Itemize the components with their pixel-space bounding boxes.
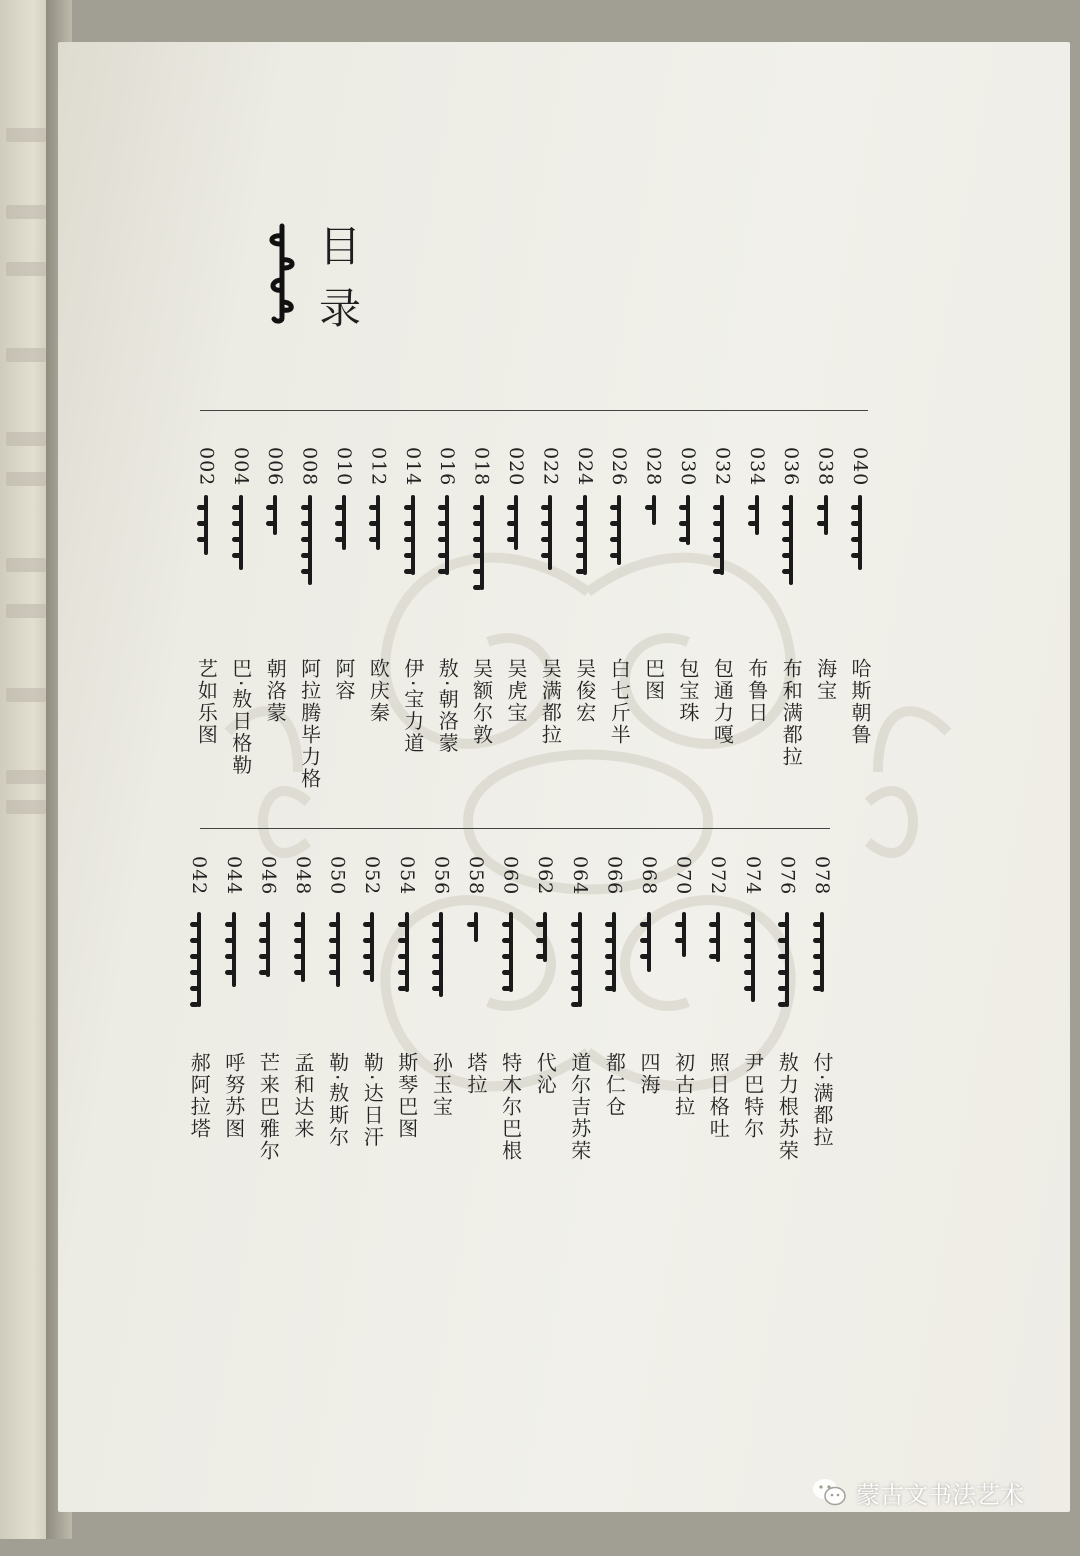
mongolian-name-glyph-icon	[190, 912, 208, 1007]
toc-artist-name: 郝阿拉塔	[187, 1052, 212, 1140]
toc-artist-name: 四海	[637, 1052, 661, 1096]
mongolian-name-glyph-icon	[679, 495, 697, 545]
toc-entry[interactable]	[358, 856, 386, 1556]
toc-artist-name: 吴俊宏	[572, 658, 597, 724]
mongolian-name-glyph-icon	[541, 495, 559, 570]
toc-artist-name: 敖力根苏荣	[775, 1052, 800, 1162]
toc-page-number: 050	[326, 856, 349, 896]
toc-artist-name: 朝洛蒙	[263, 658, 288, 724]
toc-artist-name: 伊·宝力道	[400, 658, 425, 755]
mongolian-name-glyph-icon	[640, 912, 658, 972]
toc-artist-name: 布和满都拉	[779, 658, 804, 768]
toc-entry[interactable]	[670, 856, 698, 1556]
toc-page-number: 036	[780, 447, 803, 487]
title-char: 录	[318, 284, 361, 333]
mongolian-name-glyph-icon	[507, 495, 525, 550]
toc-artist-name: 阿拉腾毕力格	[297, 658, 322, 790]
title-char: 目	[318, 222, 361, 271]
toc-page-number: 022	[539, 447, 562, 487]
toc-entry[interactable]	[808, 856, 836, 1556]
mongolian-title-icon	[262, 222, 302, 324]
toc-page-number: 014	[401, 447, 424, 487]
mongolian-name-glyph-icon	[536, 912, 554, 962]
mongolian-name-glyph-icon	[645, 495, 663, 525]
mongolian-name-glyph-icon	[294, 912, 312, 982]
bleed-through-text	[6, 128, 46, 142]
toc-artist-name: 哈斯朝鲁	[848, 658, 872, 746]
toc-page-number: 030	[677, 447, 699, 487]
toc-page-number: 032	[711, 447, 734, 487]
mongolian-name-glyph-icon	[363, 912, 381, 982]
mongolian-name-glyph-icon	[813, 912, 831, 992]
mongolian-name-glyph-icon	[438, 495, 456, 575]
mongolian-name-glyph-icon	[571, 912, 589, 1007]
mongolian-name-glyph-icon	[675, 912, 693, 957]
toc-entry[interactable]	[566, 856, 594, 1556]
mongolian-name-glyph-icon	[709, 912, 727, 962]
section-rule	[200, 410, 868, 411]
mongolian-name-glyph-icon	[398, 912, 416, 992]
toc-page-number: 052	[361, 856, 384, 896]
mongolian-name-glyph-icon	[605, 912, 623, 992]
mongolian-name-glyph-icon	[335, 495, 353, 550]
toc-page-number: 008	[298, 447, 321, 487]
toc-artist-name: 照日格吐	[706, 1052, 731, 1140]
toc-page-number: 070	[672, 856, 695, 896]
page-title	[315, 216, 365, 340]
mongolian-name-glyph-icon	[576, 495, 594, 575]
bleed-through-text	[6, 348, 46, 362]
mongolian-name-glyph-icon	[782, 495, 800, 585]
toc-entry[interactable]	[531, 856, 559, 1556]
toc-artist-name: 敖·朝洛蒙	[435, 658, 460, 755]
toc-page-number: 062	[534, 856, 557, 896]
toc-page-number: 016	[436, 447, 459, 487]
bleed-through-text	[6, 800, 46, 814]
toc-artist-name: 包宝珠	[676, 658, 700, 724]
toc-entry[interactable]	[254, 856, 282, 1556]
toc-page-number: 064	[568, 856, 591, 896]
mongolian-name-glyph-icon	[259, 912, 277, 977]
toc-page-number: 072	[707, 856, 730, 896]
toc-page-number: 078	[811, 856, 833, 896]
toc-entry[interactable]	[846, 447, 874, 1147]
toc-page-number: 024	[573, 447, 596, 487]
toc-entry[interactable]	[324, 856, 352, 1556]
toc-page-number: 054	[395, 856, 418, 896]
toc-artist-name: 吴虎宝	[504, 658, 528, 724]
toc-entry[interactable]	[635, 856, 663, 1556]
toc-artist-name: 巴·敖日格勒	[228, 658, 253, 777]
mongolian-name-glyph-icon	[713, 495, 731, 575]
toc-artist-name: 布鲁日	[744, 658, 769, 724]
toc-artist-name: 斯琴巴图	[394, 1052, 419, 1140]
toc-artist-name: 代沁	[533, 1052, 558, 1096]
toc-page-number: 006	[264, 447, 287, 487]
toc-page-number: 026	[608, 447, 631, 487]
mongolian-name-glyph-icon	[301, 495, 319, 585]
toc-artist-name: 都仁仓	[602, 1052, 627, 1118]
mongolian-name-glyph-icon	[432, 912, 450, 997]
mongolian-name-glyph-icon	[610, 495, 628, 565]
toc-page-number: 068	[638, 856, 660, 896]
mongolian-name-glyph-icon	[778, 912, 796, 1007]
toc-page-number: 002	[195, 447, 218, 487]
toc-entry[interactable]	[427, 856, 455, 1556]
mongolian-name-glyph-icon	[266, 495, 284, 535]
toc-page-number: 046	[257, 856, 280, 896]
toc-page-number: 060	[499, 856, 522, 896]
toc-artist-name: 巴图	[641, 658, 666, 702]
toc-artist-name: 付·满都拉	[810, 1052, 834, 1149]
toc-artist-name: 道尔吉苏荣	[567, 1052, 592, 1162]
toc-entry[interactable]	[739, 856, 767, 1556]
toc-entry[interactable]	[773, 856, 801, 1556]
toc-page-number: 056	[430, 856, 453, 896]
bleed-through-text	[6, 432, 46, 446]
toc-entry[interactable]	[393, 856, 421, 1556]
bleed-through-text	[6, 688, 46, 702]
mongolian-name-glyph-icon	[817, 495, 835, 535]
bleed-through-text	[6, 770, 46, 784]
toc-page-number: 012	[367, 447, 390, 487]
toc-artist-name: 阿容	[332, 658, 356, 702]
toc-artist-name: 尹巴特尔	[740, 1052, 765, 1140]
toc-page-number: 034	[745, 447, 768, 487]
toc-artist-name: 孙玉宝	[429, 1052, 454, 1118]
toc-entry[interactable]	[220, 856, 248, 1556]
toc-artist-name: 特木尔巴根	[498, 1052, 523, 1162]
bleed-through-text	[6, 472, 46, 486]
toc-entry[interactable]	[185, 856, 213, 1556]
toc-page-number: 048	[292, 856, 314, 896]
mongolian-name-glyph-icon	[744, 912, 762, 1002]
toc-page-number: 038	[814, 447, 837, 487]
toc-artist-name: 海宝	[813, 658, 838, 702]
toc-artist-name: 呼努苏图	[221, 1052, 246, 1140]
toc-page-number: 074	[741, 856, 764, 896]
mongolian-name-glyph-icon	[748, 495, 766, 535]
toc-entry[interactable]	[600, 856, 628, 1556]
toc-artist-name: 吴额尔敦	[469, 658, 494, 746]
mongolian-name-glyph-icon	[329, 912, 347, 987]
mongolian-name-glyph-icon	[369, 495, 387, 550]
mongolian-name-glyph-icon	[851, 495, 869, 570]
mongolian-name-glyph-icon	[502, 912, 520, 992]
toc-artist-name: 初古拉	[671, 1052, 696, 1118]
toc-artist-name: 勒·敖斯尔	[325, 1052, 350, 1149]
toc-page-number: 058	[465, 856, 487, 896]
wechat-icon	[812, 1477, 846, 1507]
toc-artist-name: 包通力嘎	[710, 658, 735, 746]
mongolian-name-glyph-icon	[232, 495, 250, 570]
bleed-through-text	[6, 558, 46, 572]
mongolian-name-glyph-icon	[404, 495, 422, 575]
mongolian-name-glyph-icon	[225, 912, 243, 987]
toc-artist-name: 白七斤半	[607, 658, 632, 746]
mongolian-name-glyph-icon	[197, 495, 215, 555]
toc-entry[interactable]	[289, 856, 317, 1556]
bleed-through-text	[6, 262, 46, 276]
toc-artist-name: 芒来巴雅尔	[256, 1052, 281, 1162]
toc-page-number: 042	[188, 856, 211, 896]
toc-page-number: 066	[603, 856, 626, 896]
toc-artist-name: 艺如乐图	[194, 658, 219, 746]
toc-artist-name: 欧庆秦	[366, 658, 391, 724]
mongolian-name-glyph-icon	[473, 495, 491, 590]
bleed-through-text	[6, 604, 46, 618]
toc-entry[interactable]	[462, 856, 490, 1556]
toc-page-number: 018	[470, 447, 493, 487]
toc-page-number: 076	[776, 856, 799, 896]
toc-entry[interactable]	[497, 856, 525, 1556]
toc-page-number: 040	[849, 447, 871, 487]
bleed-through-text	[6, 205, 46, 219]
toc-page-number: 010	[333, 447, 355, 487]
toc-page-number: 044	[222, 856, 245, 896]
toc-artist-name: 勒·达日汗	[360, 1052, 385, 1149]
toc-artist-name: 孟和达来	[291, 1052, 315, 1140]
toc-page-number: 020	[505, 447, 527, 487]
toc-entry[interactable]	[704, 856, 732, 1556]
watermark	[812, 1472, 1024, 1512]
toc-artist-name: 吴满都拉	[538, 658, 563, 746]
toc-page-number: 028	[642, 447, 665, 487]
toc-artist-name: 塔拉	[464, 1052, 488, 1096]
mongolian-name-glyph-icon	[467, 912, 485, 942]
watermark-text: 蒙古文书法艺术	[856, 1480, 1024, 1509]
toc-page-number: 004	[229, 447, 252, 487]
